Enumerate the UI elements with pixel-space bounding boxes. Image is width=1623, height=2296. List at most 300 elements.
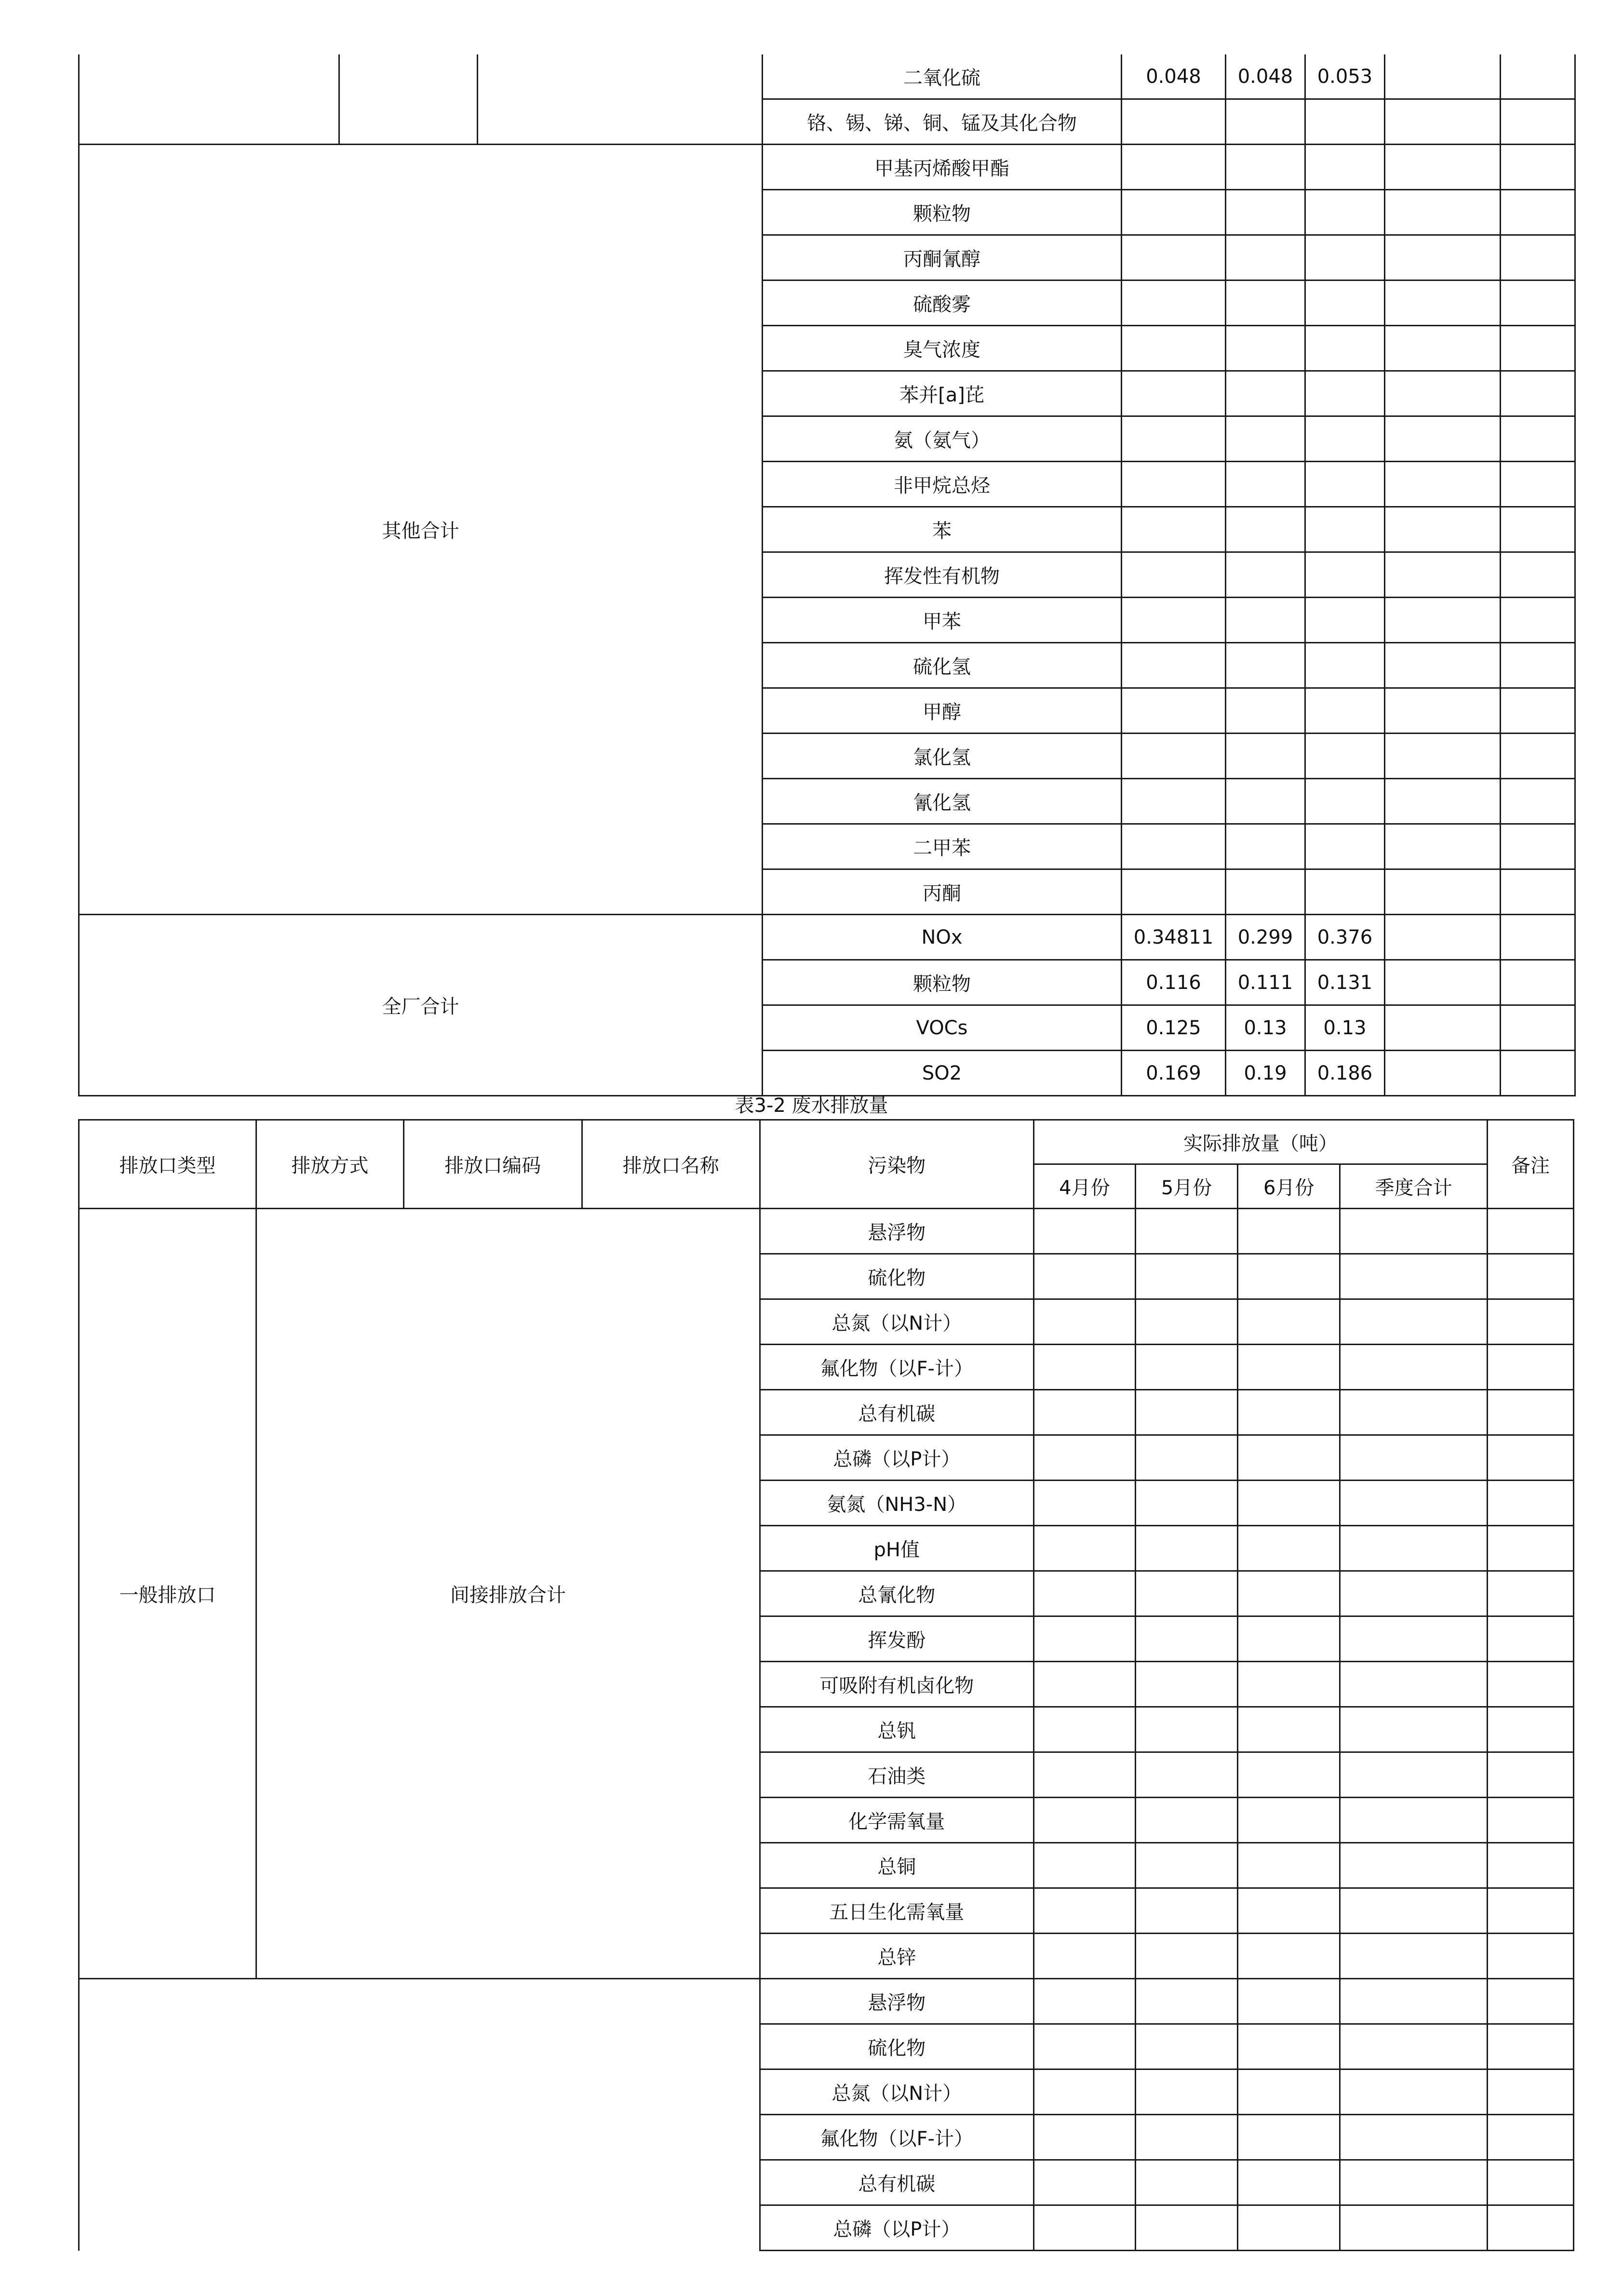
- header-pollutant: 污染物: [760, 1120, 1033, 1209]
- value-cell: 0.13: [1305, 1005, 1385, 1051]
- remark-cell: [1487, 1526, 1573, 1571]
- value-cell: [1226, 824, 1305, 869]
- pollutant-cell: SO2: [763, 1051, 1122, 1096]
- value-cell: [1135, 1843, 1237, 1888]
- header-name: 排放口名称: [582, 1120, 760, 1209]
- pollutant-cell: 苯: [763, 507, 1122, 552]
- value-cell: [1122, 643, 1226, 688]
- header-method: 排放方式: [256, 1120, 404, 1209]
- value-cell: [1238, 1662, 1340, 1707]
- remark-cell: [1501, 779, 1575, 824]
- value-cell: [1385, 915, 1501, 960]
- value-cell: [1135, 1481, 1237, 1526]
- value-cell: [1340, 2069, 1488, 2115]
- value-cell: 0.186: [1305, 1051, 1385, 1096]
- value-cell: [1135, 1798, 1237, 1843]
- pollutant-cell: 硫酸雾: [763, 280, 1122, 326]
- pollutant-cell: 臭气浓度: [763, 326, 1122, 371]
- table-row: [79, 145, 1575, 190]
- table-caption: 表3-2 废水排放量: [735, 1095, 888, 1117]
- value-cell: [1122, 779, 1226, 824]
- value-cell: [1135, 1435, 1237, 1481]
- value-cell: [1305, 416, 1385, 462]
- pollutant-cell: 颗粒物: [763, 190, 1122, 235]
- pollutant-cell: 石油类: [760, 1752, 1033, 1798]
- pollutant-cell: 悬浮物: [760, 1979, 1033, 2024]
- remark-cell: [1501, 326, 1575, 371]
- outlet-type-cell: 一般排放口: [79, 1209, 256, 1979]
- value-cell: 0.116: [1122, 960, 1226, 1005]
- value-cell: [1340, 1843, 1488, 1888]
- value-cell: [1238, 1390, 1340, 1435]
- remark-cell: [1501, 960, 1575, 1005]
- value-cell: [1122, 552, 1226, 598]
- value-cell: [1340, 1435, 1488, 1481]
- value-cell: [1033, 2205, 1135, 2251]
- remark-cell: [1487, 1254, 1573, 1299]
- value-cell: [1238, 1209, 1340, 1254]
- remark-cell: [1487, 2115, 1573, 2160]
- pollutant-cell: 硫化物: [760, 2024, 1033, 2069]
- value-cell: [1385, 54, 1501, 99]
- value-cell: [1238, 1526, 1340, 1571]
- value-cell: 0.053: [1305, 54, 1385, 99]
- value-cell: [1385, 190, 1501, 235]
- value-cell: [1305, 734, 1385, 779]
- value-cell: [1238, 1798, 1340, 1843]
- remark-cell: [1501, 99, 1575, 145]
- remark-cell: [1487, 1616, 1573, 1662]
- value-cell: [1033, 1798, 1135, 1843]
- value-cell: [1238, 1843, 1340, 1888]
- remark-cell: [1501, 371, 1575, 416]
- value-cell: [1340, 1390, 1488, 1435]
- value-cell: [1238, 2024, 1340, 2069]
- remark-cell: [1501, 1005, 1575, 1051]
- table-row: [79, 915, 1575, 960]
- value-cell: [1226, 145, 1305, 190]
- value-cell: 0.13: [1226, 1005, 1305, 1051]
- value-cell: [1226, 280, 1305, 326]
- value-cell: [1033, 1934, 1135, 1979]
- value-cell: [1033, 1752, 1135, 1798]
- value-cell: [1340, 1934, 1488, 1979]
- table-row: [79, 1120, 1574, 1164]
- pollutant-cell: NOx: [763, 915, 1122, 960]
- pollutant-cell: 硫化氢: [763, 643, 1122, 688]
- pollutant-cell: 硫化物: [760, 1254, 1033, 1299]
- remark-cell: [1501, 552, 1575, 598]
- header-outlet-type: 排放口类型: [79, 1120, 256, 1209]
- value-cell: [1385, 1051, 1501, 1096]
- blank-cell: [339, 54, 478, 145]
- pollutant-cell: 氨（氨气）: [763, 416, 1122, 462]
- pollutant-cell: 总铜: [760, 1843, 1033, 1888]
- value-cell: [1226, 416, 1305, 462]
- value-cell: [1033, 1707, 1135, 1752]
- pollutant-cell: VOCs: [763, 1005, 1122, 1051]
- pollutant-cell: 氟化物（以F-计）: [760, 1345, 1033, 1390]
- pollutant-cell: 丙酮氰醇: [763, 235, 1122, 280]
- value-cell: [1385, 869, 1501, 915]
- pollutant-cell: 总有机碳: [760, 2160, 1033, 2205]
- remark-cell: [1487, 2160, 1573, 2205]
- value-cell: [1033, 2069, 1135, 2115]
- remark-cell: [1487, 1299, 1573, 1345]
- value-cell: [1226, 507, 1305, 552]
- value-cell: [1385, 99, 1501, 145]
- value-cell: [1340, 1979, 1488, 2024]
- remark-cell: [1501, 462, 1575, 507]
- value-cell: [1122, 416, 1226, 462]
- value-cell: [1340, 1571, 1488, 1616]
- value-cell: [1385, 824, 1501, 869]
- value-cell: [1135, 1707, 1237, 1752]
- header-month: 6月份: [1238, 1164, 1340, 1209]
- value-cell: [1226, 734, 1305, 779]
- remark-cell: [1487, 2205, 1573, 2251]
- value-cell: [1122, 734, 1226, 779]
- value-cell: [1340, 2115, 1488, 2160]
- value-cell: [1340, 1254, 1488, 1299]
- remark-cell: [1501, 824, 1575, 869]
- remark-cell: [1487, 1662, 1573, 1707]
- remark-cell: [1487, 1798, 1573, 1843]
- remark-cell: [1501, 145, 1575, 190]
- value-cell: [1033, 1526, 1135, 1571]
- value-cell: [1340, 1752, 1488, 1798]
- value-cell: [1385, 145, 1501, 190]
- pollutant-cell: 非甲烷总烃: [763, 462, 1122, 507]
- value-cell: [1305, 235, 1385, 280]
- remark-cell: [1487, 1888, 1573, 1934]
- value-cell: [1122, 99, 1226, 145]
- value-cell: [1238, 1299, 1340, 1345]
- value-cell: [1122, 869, 1226, 915]
- value-cell: 0.34811: [1122, 915, 1226, 960]
- pollutant-cell: 甲醇: [763, 688, 1122, 734]
- header-month: 季度合计: [1340, 1164, 1488, 1209]
- remark-cell: [1501, 734, 1575, 779]
- value-cell: [1340, 1616, 1488, 1662]
- pollutant-cell: 五日生化需氧量: [760, 1888, 1033, 1934]
- remark-cell: [1501, 507, 1575, 552]
- value-cell: [1226, 462, 1305, 507]
- value-cell: [1135, 1616, 1237, 1662]
- value-cell: [1305, 145, 1385, 190]
- value-cell: [1033, 1299, 1135, 1345]
- value-cell: [1238, 1435, 1340, 1481]
- value-cell: [1033, 1571, 1135, 1616]
- remark-cell: [1501, 688, 1575, 734]
- pollutant-cell: 总锌: [760, 1934, 1033, 1979]
- value-cell: [1033, 1254, 1135, 1299]
- blank-cell: [478, 54, 763, 145]
- value-cell: [1226, 190, 1305, 235]
- value-cell: [1135, 1299, 1237, 1345]
- value-cell: [1135, 1254, 1237, 1299]
- value-cell: [1135, 2160, 1237, 2205]
- pollutant-cell: pH值: [760, 1526, 1033, 1571]
- remark-cell: [1487, 1435, 1573, 1481]
- value-cell: [1238, 1254, 1340, 1299]
- value-cell: [1238, 1979, 1340, 2024]
- remark-cell: [1487, 1707, 1573, 1752]
- value-cell: [1122, 326, 1226, 371]
- header-remark: 备注: [1487, 1120, 1573, 1209]
- value-cell: [1033, 1481, 1135, 1526]
- value-cell: [1135, 1888, 1237, 1934]
- remark-cell: [1501, 598, 1575, 643]
- value-cell: [1033, 1209, 1135, 1254]
- value-cell: [1033, 2160, 1135, 2205]
- pollutant-cell: 挥发酚: [760, 1616, 1033, 1662]
- value-cell: [1135, 2024, 1237, 2069]
- remark-cell: [1501, 416, 1575, 462]
- value-cell: [1135, 2205, 1237, 2251]
- pollutant-cell: 可吸附有机卤化物: [760, 1662, 1033, 1707]
- header-month: 5月份: [1135, 1164, 1237, 1209]
- value-cell: [1385, 371, 1501, 416]
- pollutant-cell: 挥发性有机物: [763, 552, 1122, 598]
- value-cell: [1305, 598, 1385, 643]
- method-cell: 间接排放合计: [256, 1209, 760, 1979]
- value-cell: [1385, 462, 1501, 507]
- value-cell: [1305, 280, 1385, 326]
- pollutant-cell: 总氰化物: [760, 1571, 1033, 1616]
- value-cell: [1122, 145, 1226, 190]
- value-cell: [1135, 1571, 1237, 1616]
- value-cell: [1340, 1481, 1488, 1526]
- value-cell: [1033, 1390, 1135, 1435]
- remark-cell: [1487, 1934, 1573, 1979]
- pollutant-cell: 总磷（以P计）: [760, 2205, 1033, 2251]
- value-cell: [1033, 2115, 1135, 2160]
- header-actual: 实际排放量（吨）: [1033, 1120, 1487, 1164]
- value-cell: [1385, 416, 1501, 462]
- blank-cell: [79, 54, 339, 145]
- value-cell: [1135, 1390, 1237, 1435]
- value-cell: [1340, 1707, 1488, 1752]
- table-row: [79, 1979, 1574, 2024]
- value-cell: [1122, 371, 1226, 416]
- value-cell: [1122, 190, 1226, 235]
- value-cell: [1305, 99, 1385, 145]
- remark-cell: [1487, 1481, 1573, 1526]
- value-cell: [1135, 1209, 1237, 1254]
- table-row: [79, 1209, 1574, 1254]
- value-cell: [1305, 869, 1385, 915]
- value-cell: [1305, 779, 1385, 824]
- value-cell: [1135, 1934, 1237, 1979]
- remark-cell: [1501, 1051, 1575, 1096]
- value-cell: [1305, 371, 1385, 416]
- value-cell: 0.111: [1226, 960, 1305, 1005]
- pollutant-cell: 悬浮物: [760, 1209, 1033, 1254]
- value-cell: [1340, 1888, 1488, 1934]
- value-cell: [1226, 869, 1305, 915]
- value-cell: [1305, 462, 1385, 507]
- value-cell: [1122, 688, 1226, 734]
- remark-cell: [1487, 2024, 1573, 2069]
- value-cell: [1238, 1888, 1340, 1934]
- pollutant-cell: 二甲苯: [763, 824, 1122, 869]
- value-cell: [1238, 1752, 1340, 1798]
- pollutant-cell: 总磷（以P计）: [760, 1435, 1033, 1481]
- value-cell: [1385, 598, 1501, 643]
- header-month: 4月份: [1033, 1164, 1135, 1209]
- value-cell: [1238, 1571, 1340, 1616]
- value-cell: [1135, 1662, 1237, 1707]
- value-cell: [1226, 598, 1305, 643]
- value-cell: [1122, 462, 1226, 507]
- value-cell: [1385, 734, 1501, 779]
- value-cell: [1122, 235, 1226, 280]
- value-cell: [1385, 779, 1501, 824]
- value-cell: [1122, 280, 1226, 326]
- value-cell: 0.299: [1226, 915, 1305, 960]
- value-cell: [1226, 643, 1305, 688]
- plant-total-label: 全厂合计: [79, 915, 763, 1096]
- pollutant-cell: 氯化氢: [763, 734, 1122, 779]
- value-cell: [1305, 326, 1385, 371]
- value-cell: [1238, 1616, 1340, 1662]
- remark-cell: [1487, 1843, 1573, 1888]
- value-cell: [1385, 552, 1501, 598]
- pollutant-cell: 总氮（以N计）: [760, 1299, 1033, 1345]
- remark-cell: [1487, 2069, 1573, 2115]
- value-cell: [1135, 2069, 1237, 2115]
- pollutant-cell: 颗粒物: [763, 960, 1122, 1005]
- remark-cell: [1501, 869, 1575, 915]
- value-cell: [1226, 552, 1305, 598]
- remark-cell: [1487, 1390, 1573, 1435]
- value-cell: [1135, 2115, 1237, 2160]
- value-cell: 0.048: [1226, 54, 1305, 99]
- remark-cell: [1487, 1345, 1573, 1390]
- remark-cell: [1501, 280, 1575, 326]
- value-cell: [1305, 552, 1385, 598]
- value-cell: [1226, 688, 1305, 734]
- value-cell: [1226, 235, 1305, 280]
- value-cell: [1340, 1798, 1488, 1843]
- value-cell: 0.19: [1226, 1051, 1305, 1096]
- value-cell: [1340, 2205, 1488, 2251]
- remark-cell: [1501, 190, 1575, 235]
- remark-cell: [1501, 915, 1575, 960]
- value-cell: [1385, 960, 1501, 1005]
- pollutant-cell: 氨氮（NH3-N）: [760, 1481, 1033, 1526]
- value-cell: [1340, 2024, 1488, 2069]
- pollutant-cell: 丙酮: [763, 869, 1122, 915]
- value-cell: [1385, 1005, 1501, 1051]
- value-cell: [1238, 1345, 1340, 1390]
- air-emission-table: [78, 54, 1576, 1096]
- value-cell: 0.131: [1305, 960, 1385, 1005]
- remark-cell: [1501, 643, 1575, 688]
- value-cell: [1033, 1345, 1135, 1390]
- remark-cell: [1487, 1571, 1573, 1616]
- value-cell: [1238, 2115, 1340, 2160]
- value-cell: [1340, 1526, 1488, 1571]
- pollutant-cell: 甲基丙烯酸甲酯: [763, 145, 1122, 190]
- header-code: 排放口编码: [403, 1120, 582, 1209]
- value-cell: [1385, 688, 1501, 734]
- value-cell: [1033, 1435, 1135, 1481]
- value-cell: [1238, 2205, 1340, 2251]
- pollutant-cell: 甲苯: [763, 598, 1122, 643]
- value-cell: [1033, 2024, 1135, 2069]
- value-cell: [1340, 1299, 1488, 1345]
- value-cell: [1226, 779, 1305, 824]
- value-cell: [1122, 598, 1226, 643]
- value-cell: [1305, 643, 1385, 688]
- value-cell: [1135, 1752, 1237, 1798]
- value-cell: [1226, 99, 1305, 145]
- value-cell: 0.048: [1122, 54, 1226, 99]
- value-cell: [1135, 1526, 1237, 1571]
- pollutant-cell: 二氧化硫: [763, 54, 1122, 99]
- value-cell: 0.125: [1122, 1005, 1226, 1051]
- value-cell: [1340, 1209, 1488, 1254]
- value-cell: [1385, 280, 1501, 326]
- value-cell: [1135, 1979, 1237, 2024]
- value-cell: [1033, 1616, 1135, 1662]
- value-cell: [1238, 1481, 1340, 1526]
- value-cell: [1340, 1345, 1488, 1390]
- pollutant-cell: 氟化物（以F-计）: [760, 2115, 1033, 2160]
- value-cell: [1305, 688, 1385, 734]
- value-cell: [1033, 1888, 1135, 1934]
- value-cell: 0.376: [1305, 915, 1385, 960]
- value-cell: [1305, 190, 1385, 235]
- blank-cell: [79, 1979, 760, 2251]
- remark-cell: [1487, 1752, 1573, 1798]
- pollutant-cell: 氰化氢: [763, 779, 1122, 824]
- pollutant-cell: 总钒: [760, 1707, 1033, 1752]
- value-cell: [1238, 2069, 1340, 2115]
- remark-cell: [1501, 235, 1575, 280]
- value-cell: [1238, 2160, 1340, 2205]
- pollutant-cell: 铬、锡、锑、铜、锰及其化合物: [763, 99, 1122, 145]
- value-cell: [1238, 1707, 1340, 1752]
- value-cell: [1385, 326, 1501, 371]
- pollutant-cell: 总氮（以N计）: [760, 2069, 1033, 2115]
- pollutant-cell: 苯并[a]芘: [763, 371, 1122, 416]
- remark-cell: [1501, 54, 1575, 99]
- pollutant-cell: 化学需氧量: [760, 1798, 1033, 1843]
- value-cell: [1340, 1662, 1488, 1707]
- remark-cell: [1487, 1979, 1573, 2024]
- value-cell: [1122, 824, 1226, 869]
- value-cell: [1305, 507, 1385, 552]
- value-cell: [1385, 507, 1501, 552]
- value-cell: [1122, 507, 1226, 552]
- other-total-label: 其他合计: [79, 145, 763, 915]
- value-cell: [1135, 1345, 1237, 1390]
- value-cell: [1033, 1979, 1135, 2024]
- pollutant-cell: 总有机碳: [760, 1390, 1033, 1435]
- value-cell: 0.169: [1122, 1051, 1226, 1096]
- value-cell: [1238, 1934, 1340, 1979]
- value-cell: [1033, 1662, 1135, 1707]
- remark-cell: [1487, 1209, 1573, 1254]
- value-cell: [1340, 2160, 1488, 2205]
- value-cell: [1305, 824, 1385, 869]
- value-cell: [1385, 235, 1501, 280]
- table-row: [79, 54, 1575, 99]
- value-cell: [1033, 1843, 1135, 1888]
